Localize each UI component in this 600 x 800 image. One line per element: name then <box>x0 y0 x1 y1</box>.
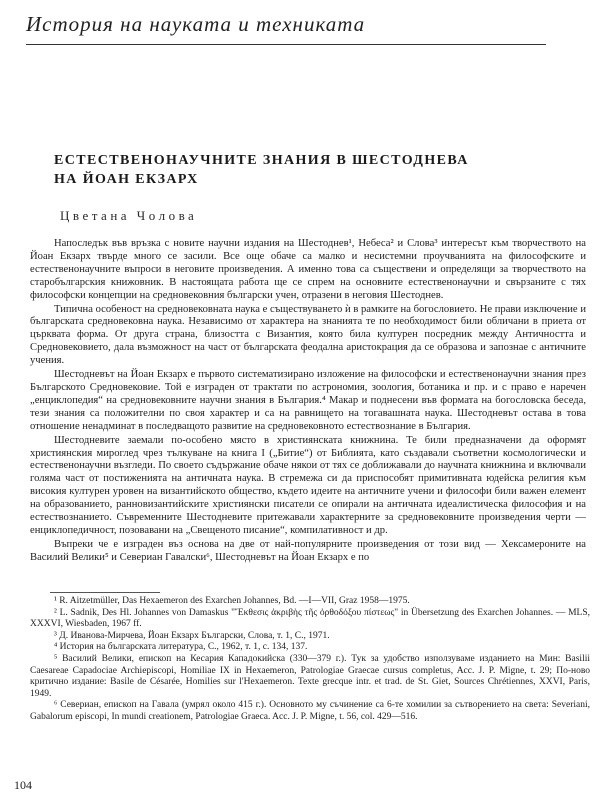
footnote-rule <box>50 592 160 593</box>
article-title-line-1: ЕСТЕСТВЕНОНАУЧНИТЕ ЗНАНИЯ В ШЕСТОДНЕВА <box>54 153 469 168</box>
paragraph-4: Шестодневите заемали по-особено място в християнската книжнина. Те били предназначени да оформят християнския мироглед чрез тълкуване на книга I („Битие“) от Библията, като създавали съответни космологически и естественонаучни възгледи. По своето съдържание обаче някои от тях се доближавали до научната книжнина и включвали голяма част от постиженията на античната наука. В стремежа си да приспособят примитивната юдейска религия към високия културен уровен на византийското общество, където идеите на античните учени и философи били важен елемент на образованието, ранновизантийските християнски писатели се опирали на античната идеалистическа философия и на естествознанието. Съвременните Шестодневите притежавали характерните за средновековните произведения черти — енциклопедичност, позовавани на „Свещеното писание“, компилативност и др. <box>30 434 586 536</box>
footnotes <box>30 596 590 724</box>
page-number: 104 <box>14 778 32 792</box>
article-title <box>54 151 534 189</box>
paragraph-5: Въпреки че е изграден въз основа на две от най-популярните произведения от този вид — Хексамероните на Василий Велики⁵ и Севериан Гавалски⁶, Шестодневът на Йоан Екзарх е по <box>30 538 586 563</box>
footnote-1: ¹ R. Aitzetmüller, Das Hexaemeron des Exarchen Johannes, Bd. —I—VII, Graz 1958—1975. <box>54 596 410 606</box>
paragraph-1: Напоследък във връзка с новите научни издания на Шестоднев¹, Небеса² и Слова³ интересът към творчеството на Йоан Екзарх твърде много се засили. Все още обаче са малко и несистемни проучванията на философските и естественонаучните въпроси в неговите произведения. А именно това са съществени и определящи за творчеството на старобългарския книжовник. В настоящата работа ще се спрем на основните естественонаучни и свързаните с тях философски концепции на средновековния български учен, отразени в неговия Шестоднев. <box>30 238 586 301</box>
author-name: Цветана Чолова <box>60 208 198 223</box>
section-header: История на науката и техниката <box>26 12 366 36</box>
footnote-5: ⁵ Василий Велики, епископ на Кесария Кападокийска (330—379 г.). Тук за удобство използуваме изданието на Мин: Basilii Caesareae Capadociae Archiepiscopi, Homiliae IX in Hexaemeron, Patrologiae Graecae cursus completus, Acc. J. P. Migne, t. 29; По-ново критично издание: Basile de Césarée, Homilies sur l'Hexaemeron. Texte grecque intr. et trad. de St. Giet, Sources Chrétiennes, XXVI, Paris, 1949. <box>30 653 590 699</box>
footnote-6: ⁶ Севериан, епископ на Гавала (умрял около 415 г.). Основното му съчинение са 6-те хомилии за сътворението на света: Severiani, Gabalorum episcopi, In mundi creationem, Patrologiae Graeca. Acc. J. P. Migne, t. 56, col. 429—516. <box>30 700 590 722</box>
footnote-4: ⁴ История на българската литература, С., 1962, т. 1, с. 134, 137. <box>54 642 308 653</box>
paragraph-2: Типична особеност на средновековната наука е съществуването ѝ в рамките на богословието. Не прави изключение и българската средновековна наука. Независимо от характера на знанията те по необходимост били обличани в приета от църквата форма. От друга страна, близостта с Византия, която била културен посредник между Античността и Средновековието, дала възможност на част от българската феодална аристокрация да се образова и запознае с античните учения. <box>30 303 586 367</box>
footnote-3: ³ Д. Иванова-Мирчева, Йоан Екзарх Български, Слова, т. 1, С., 1971. <box>54 630 330 641</box>
article-body <box>30 238 586 566</box>
header-rule <box>26 44 546 45</box>
paragraph-3: Шестодневът на Йоан Екзарх е първото систематизирано изложение на философски и естественонаучни знания през Българското Средновековие. Той е изграден от трактати по астрономия, зоология, ботаника и пр. и с право е наречен „енциклопедия“ на средновековните научни знания в България.⁴ Макар и поднесени във формата на богословска беседа, тези знания са положителни по своя характер и са на равнището на тогавашната наука. Шестодневът остава в това отношение ненадминат в последващото развитие на средновековното естествознание в България. <box>30 369 586 432</box>
footnote-2: ² L. Sadnik, Des Hl. Johannes von Damaskus "Ἔκθεσις ἀκριβὴς τῆς ὀρθοδόξου πίστεως" in Übersetzung des Exarchen Johannes. — MLS, XXXVI, Wiesbaden, 1967 ff. <box>30 607 590 630</box>
article-title-line-2: НА ЙОАН ЕКЗАРХ <box>54 172 199 187</box>
